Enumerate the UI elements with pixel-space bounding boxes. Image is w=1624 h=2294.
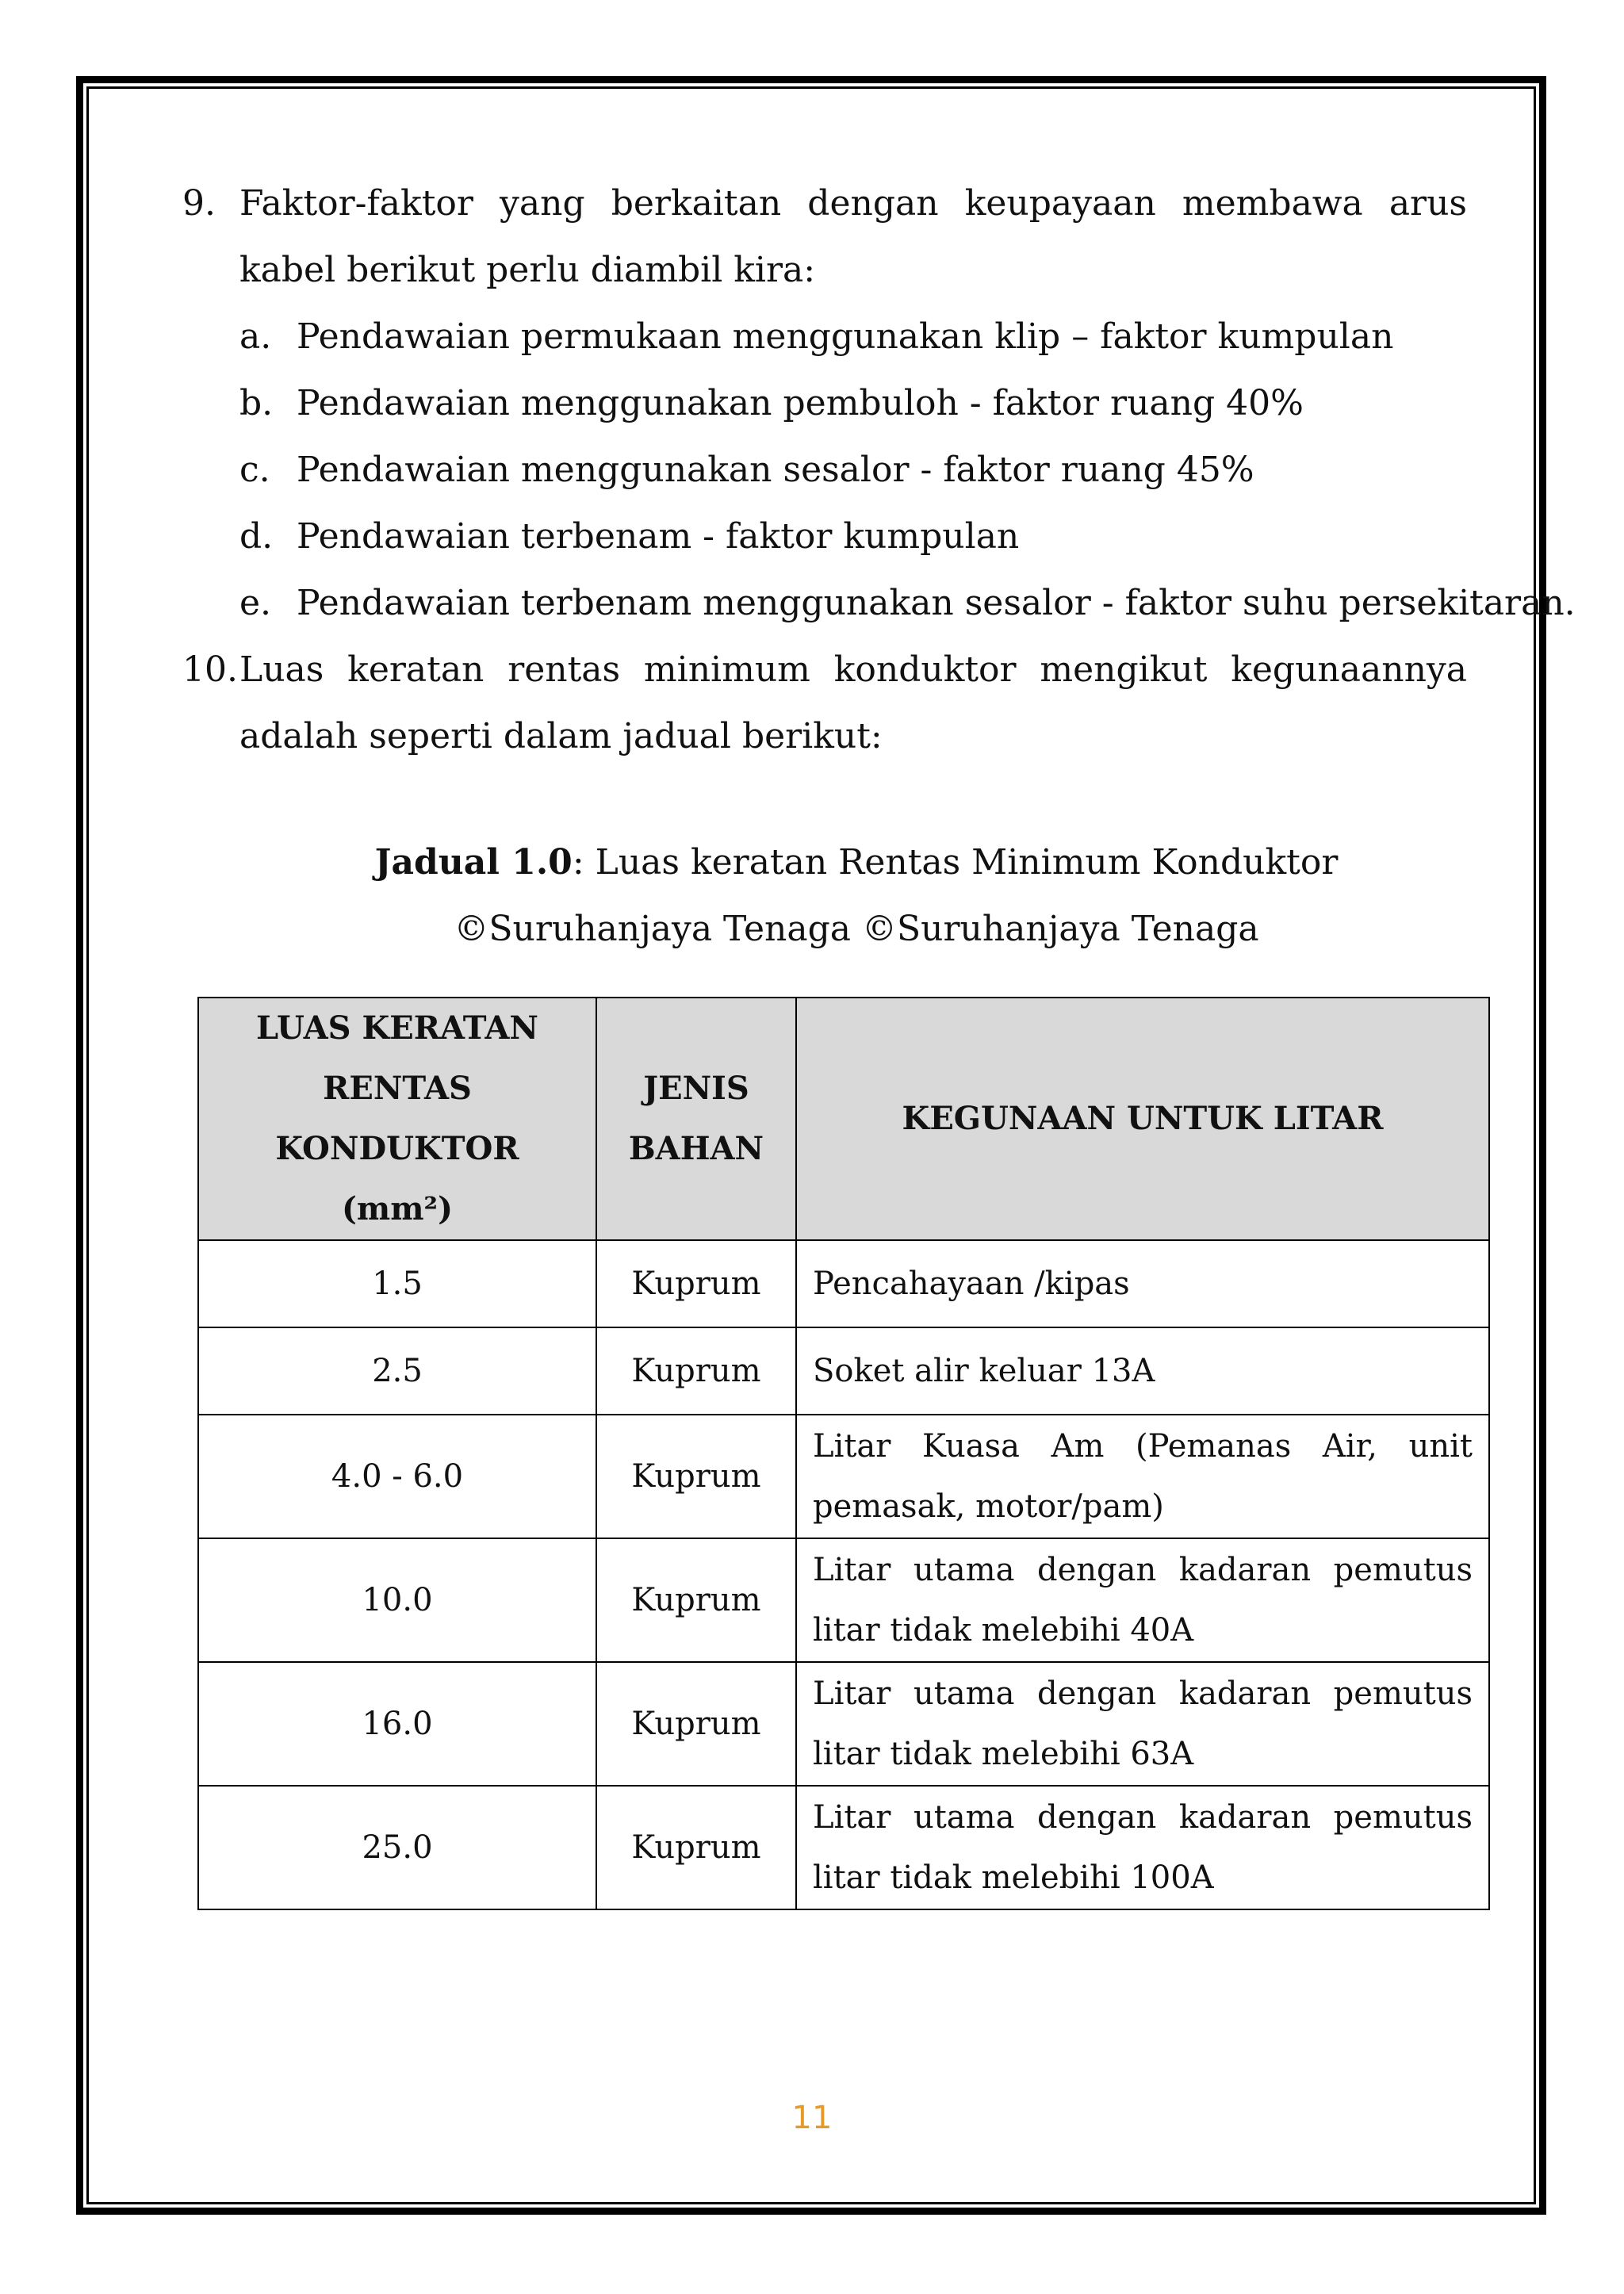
sub-item-c xyxy=(182,437,1467,504)
cell-size: 2.5 xyxy=(198,1327,596,1415)
sub-item-letter: e. xyxy=(239,583,272,623)
table-row xyxy=(198,1662,1489,1786)
cell-size: 25.0 xyxy=(198,1786,596,1909)
header-usage: KEGUNAAN UNTUK LITAR xyxy=(796,998,1489,1240)
header-material xyxy=(596,998,796,1240)
cell-material: Kuprum xyxy=(596,1538,796,1662)
cell-usage: Litar utama dengan kadaran pemutus litar tidak melebihi 63A xyxy=(796,1662,1489,1786)
cell-material: Kuprum xyxy=(596,1662,796,1786)
list-item-10 xyxy=(182,637,1467,770)
list-item-text: Luas keratan rentas minimum konduktor mengikut kegunaannya adalah seperti dalam jadual berikut: xyxy=(239,649,1467,756)
table-caption xyxy=(262,829,1451,963)
table-row xyxy=(198,1538,1489,1662)
table-row xyxy=(198,1240,1489,1327)
table-row xyxy=(198,1786,1489,1909)
sub-item-a xyxy=(182,304,1467,370)
page-number: 11 xyxy=(791,2100,833,2136)
cell-size: 16.0 xyxy=(198,1662,596,1786)
cell-size: 1.5 xyxy=(198,1240,596,1327)
sub-item-b xyxy=(182,370,1467,437)
list-item-9 xyxy=(182,170,1467,304)
header-line: (mm²) xyxy=(341,1190,454,1227)
sub-item-letter: d. xyxy=(239,516,274,557)
cell-usage: Litar Kuasa Am (Pemanas Air, unit pemasak, motor/pam) xyxy=(796,1415,1489,1538)
cell-material: Kuprum xyxy=(596,1240,796,1327)
sub-item-letter: a. xyxy=(239,316,272,357)
cell-size: 10.0 xyxy=(198,1538,596,1662)
sub-item-text: Pendawaian permukaan menggunakan klip – faktor kumpulan xyxy=(297,316,1394,357)
sub-item-letter: b. xyxy=(239,383,274,423)
body-text xyxy=(182,170,1576,770)
header-line: JENIS xyxy=(643,1070,749,1107)
sub-item-text: Pendawaian terbenam menggunakan sesalor - faktor suhu persekitaran. xyxy=(297,583,1576,623)
table-row xyxy=(198,1415,1489,1538)
cell-material: Kuprum xyxy=(596,1786,796,1909)
sub-item-text: Pendawaian menggunakan sesalor - faktor ruang 45% xyxy=(297,450,1254,490)
cell-usage: Pencahayaan /kipas xyxy=(796,1240,1489,1327)
list-item-number: 9. xyxy=(182,183,216,224)
cell-usage: Litar utama dengan kadaran pemutus litar tidak melebihi 40A xyxy=(796,1538,1489,1662)
sub-item-letter: c. xyxy=(239,450,270,490)
table-caption-text: : Luas keratan Rentas Minimum Konduktor ©Suruhanjaya Tenaga ©Suruhanjaya Tenaga xyxy=(454,842,1339,949)
sub-item-e xyxy=(182,570,1576,637)
cell-material: Kuprum xyxy=(596,1415,796,1538)
header-line: BAHAN xyxy=(628,1130,764,1167)
cell-size: 4.0 - 6.0 xyxy=(198,1415,596,1538)
table-caption-label: Jadual 1.0 xyxy=(374,842,573,883)
table-header-row xyxy=(198,998,1489,1240)
header-line: RENTAS KONDUKTOR xyxy=(275,1070,519,1167)
table-row xyxy=(198,1327,1489,1415)
list-item-text: Faktor-faktor yang berkaitan dengan keupayaan membawa arus kabel berikut perlu diambil kira: xyxy=(239,183,1467,290)
cell-material: Kuprum xyxy=(596,1327,796,1415)
sub-item-text: Pendawaian menggunakan pembuloh - faktor ruang 40% xyxy=(297,383,1304,423)
sub-item-d xyxy=(182,504,1467,570)
header-cross-section xyxy=(198,998,596,1240)
list-item-number: 10. xyxy=(182,649,238,690)
conductor-table xyxy=(197,997,1490,1910)
cell-usage: Soket alir keluar 13A xyxy=(796,1327,1489,1415)
header-line: LUAS KERATAN xyxy=(256,1009,538,1047)
cell-usage: Litar utama dengan kadaran pemutus litar tidak melebihi 100A xyxy=(796,1786,1489,1909)
sub-item-text: Pendawaian terbenam - faktor kumpulan xyxy=(297,516,1020,557)
